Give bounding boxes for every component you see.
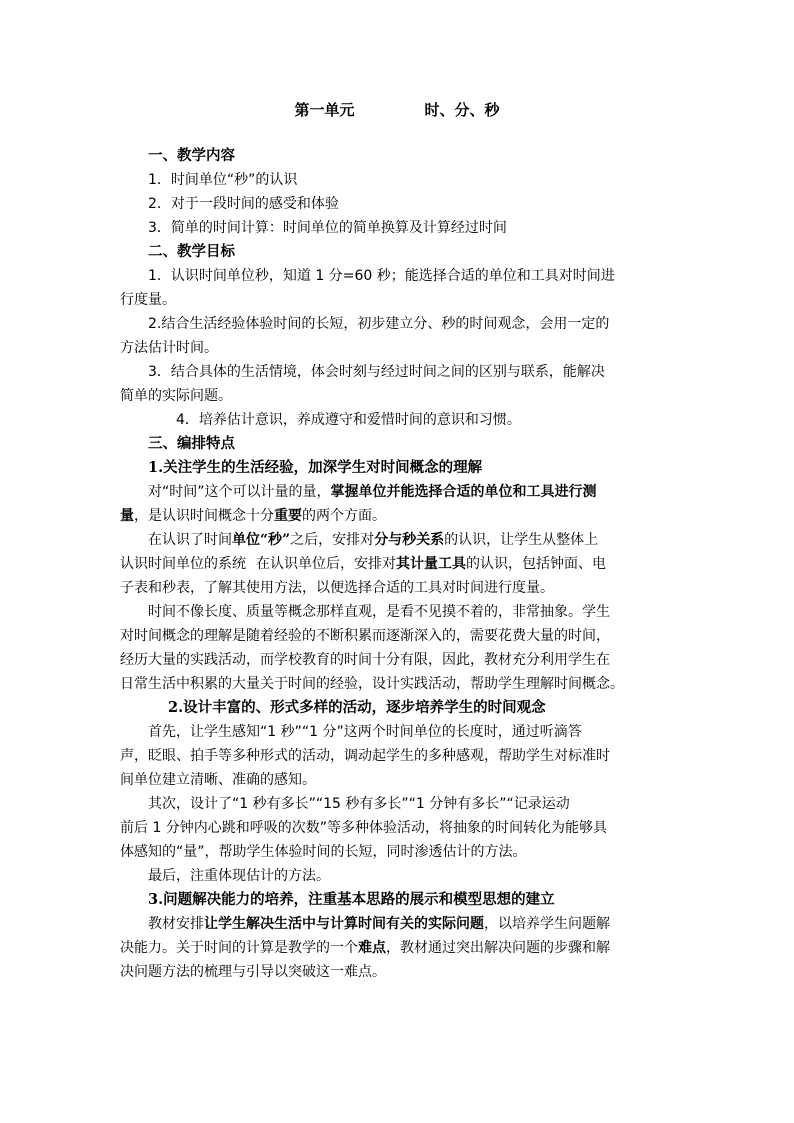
goal-2-line-1: 2.结合生活经验体验时间的长短，初步建立分、秒的时间观念，会用一定的 [148,316,610,332]
title-topic: 时、分、秒 [424,101,500,119]
feature-3-para-line-1: 教材安排让学生解决生活中与计算时间有关的实际问题，以培养学生问题解 [148,916,610,932]
section-heading-goals: 二、教学目标 [148,243,235,260]
feature-1-para-2-line-1: 在认识了时间单位“秒”之后，安排对分与秒关系的认识，让学生从整体上 [148,532,599,548]
feature-1-para-2-line-3: 子表和秒表，了解其使用方法，以便选择合适的工具对时间进行度量。 [120,580,554,596]
feature-2-para-1-line-3: 间单位建立清晰、准确的感知。 [120,772,316,788]
title-unit: 第一单元 [294,101,355,119]
feature-2-para-1-line-1: 首先，让学生感知“1 秒”“1 分”这两个时间单位的长度时，通过听滴答 [148,724,582,740]
feature-1-para-2-line-2: 认识时间单位的系统 在认识单位后，安排对其计量工具的认识，包括钟面、电 [120,556,606,572]
feature-2-para-2-line-1: 其次，设计了“1 秒有多长”“15 秒有多长”“1 分钟有多长”“记录运动 [148,796,570,812]
feature-3-heading: 3.问题解决能力的培养，注重基本思路的展示和模型思想的建立 [148,891,555,908]
content-item-3: 3．简单的时间计算：时间单位的简单换算及计算经过时间 [148,220,507,236]
feature-1-para-3-line-1: 时间不像长度、质量等概念那样直观，是看不见摸不着的，非常抽象。学生 [148,604,610,620]
feature-3-para-line-2: 决能力。关于时间的计算是教学的一个难点，教材通过突出解决问题的步骤和解 [120,940,610,956]
goal-1-line-1: 1．认识时间单位秒，知道 1 分=60 秒；能选择合适的单位和工具对时间进 [148,268,615,284]
feature-1-para-1-line-1: 对“时间”这个可以计量的量，掌握单位并能选择合适的单位和工具进行测 [148,484,597,500]
feature-2-para-2-line-3: 体感知的“量”，帮助学生体验时间的长短，同时渗透估计的方法。 [120,844,527,860]
feature-2-para-2-line-2: 前后 1 分钟内心跳和呼吸的次数”等多种体验活动，将抽象的时间转化为能够具 [120,820,608,836]
feature-2-heading: 2.设计丰富的、形式多样的活动，逐步培养学生的时间观念 [168,699,546,716]
feature-3-para-line-3: 决问题方法的梳理与引导以突破这一难点。 [120,964,386,980]
feature-1-para-3-line-4: 日常生活中积累的大量关于时间的经验，设计实践活动，帮助学生理解时间概念。 [120,676,624,692]
content-item-2: 2．对于一段时间的感受和体验 [148,196,339,212]
section-heading-content: 一、教学内容 [148,147,235,164]
section-heading-features: 三、编排特点 [148,435,235,452]
content-item-1: 1．时间单位“秒”的认识 [148,172,298,188]
feature-2-para-1-line-2: 声，眨眼、拍手等多种形式的活动，调动起学生的多种感观，帮助学生对标准时 [120,748,610,764]
document-body [120,144,675,984]
feature-1-para-1-line-2: 量，是认识时间概念十分重要的两个方面。 [120,508,386,524]
goal-2-line-2: 方法估计时间。 [120,340,218,356]
page-title [0,100,794,120]
goal-1-line-2: 行度量。 [120,292,176,308]
goal-3-line-2: 简单的实际问题。 [120,388,232,404]
feature-2-para-3: 最后，注重体现估计的方法。 [148,868,330,884]
goal-4: 4．培养估计意识，养成遵守和爱惜时间的意识和习惯。 [176,412,521,428]
goal-3-line-1: 3．结合具体的生活情境，体会时刻与经过时间之间的区别与联系，能解决 [148,364,605,380]
feature-1-para-3-line-2: 对时间概念的理解是随着经验的不断积累而逐渐深入的，需要花费大量的时间， [120,628,610,644]
feature-1-heading: 1.关注学生的生活经验，加深学生对时间概念的理解 [148,459,483,476]
feature-1-para-3-line-3: 经历大量的实践活动，而学校教育的时间十分有限，因此，教材充分利用学生在 [120,652,610,668]
